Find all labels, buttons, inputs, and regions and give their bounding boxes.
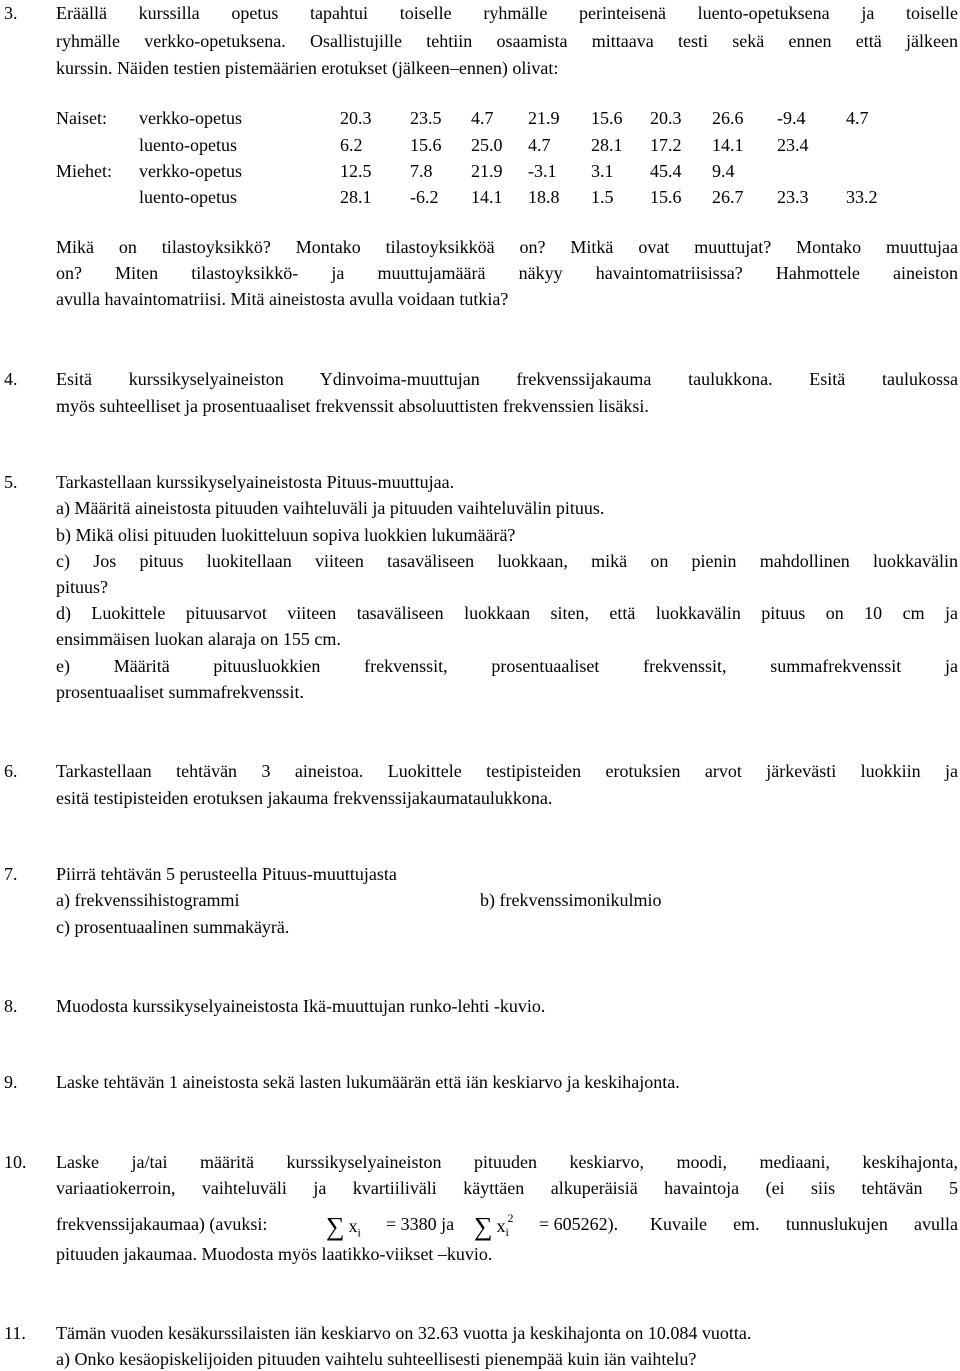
task-5-line-1: Tarkastellaan kurssikyselyaineistosta Pituus-muuttujaa. (56, 472, 455, 492)
task-10-sum-2 (474, 1211, 516, 1241)
task-10-sum-1-value: = 3380 ja (386, 1214, 455, 1234)
task-5-line-c: c) Jos pituus luokitellaan viiteen tasaväliseen luokkaan, mikä on pienin mahdollinen luokkavälin (56, 551, 958, 571)
sigma-symbol-1: ∑ (326, 1212, 345, 1241)
exponent-2: 2 (507, 1211, 514, 1225)
table-cell: 3.1 (591, 161, 614, 181)
table-cell: -3.1 (528, 161, 557, 181)
task-11-line-1: Tämän vuoden kesäkurssilaisten iän keskiarvo on 32.63 vuotta ja keskihajonta on 10.084 vuotta. (56, 1323, 752, 1343)
table-cell: 15.6 (591, 108, 623, 128)
table-row-label: luento-opetus (139, 187, 237, 207)
task-11-line-2: a) Onko kesäopiskelijoiden pituuden vaihtelu suhteellisesti pienempää kuin iän vaihtelu? (56, 1349, 697, 1369)
table-cell: 45.4 (650, 161, 682, 181)
task-4-number: 4. (4, 369, 18, 389)
table-cell: 6.2 (340, 135, 363, 155)
table-cell: 26.7 (712, 187, 744, 207)
task-5-number: 5. (4, 472, 18, 492)
variable-x-2: x (496, 1216, 506, 1236)
table-group-label: Miehet: (56, 161, 112, 181)
table-cell: 28.1 (591, 135, 623, 155)
table-cell: 25.0 (471, 135, 503, 155)
table-cell: 17.2 (650, 135, 682, 155)
table-cell: 15.6 (410, 135, 442, 155)
task-10-line-2: variaatiokerroin, vaihteluväli ja kvartiiliväli käyttäen alkuperäisiä havaintoja (ei siis tehtävän 5 (56, 1178, 958, 1198)
table-row-label: verkko-opetus (139, 108, 242, 128)
task-5-line-d2: ensimmäisen luokan alaraja on 155 cm. (56, 629, 341, 649)
task-3-question-1: Mikä on tilastoyksikkö? Montako tilastoyksikköä on? Mitkä ovat muuttujat? Montako muuttujaa (56, 237, 958, 257)
variable-x-1: x (348, 1216, 358, 1236)
task-5-line-e: e) Määritä pituusluokkien frekvenssit, prosentuaaliset frekvenssit, summafrekvenssit ja (56, 656, 958, 676)
table-cell: 21.9 (471, 161, 503, 181)
task-7-intro: Piirrä tehtävän 5 perusteella Pituus-muuttujasta (56, 864, 397, 884)
table-row-label: verkko-opetus (139, 161, 242, 181)
task-5-line-a: a) Määritä aineistosta pituuden vaihteluväli ja pituuden vaihteluvälin pituus. (56, 498, 605, 518)
sigma-symbol-2: ∑ (474, 1212, 493, 1241)
index-stack (505, 1211, 516, 1239)
task-7-b: b) frekvenssimonikulmio (480, 890, 662, 910)
task-3-number: 3. (4, 3, 18, 23)
table-cell: 14.1 (471, 187, 503, 207)
task-4-line-1: Esitä kurssikyselyaineiston Ydinvoima-muuttujan frekvenssijakauma taulukkona. Esitä taulukossa (56, 369, 958, 389)
task-11-number: 11. (4, 1323, 26, 1343)
task-6-line-1: Tarkastellaan tehtävän 3 aineistoa. Luokittele testipisteiden erotuksien arvot järkevästi luokkiin ja (56, 761, 958, 781)
task-10-line-3-post: Kuvaile em. tunnuslukujen avulla (650, 1214, 958, 1234)
table-cell: 23.5 (410, 108, 442, 128)
table-cell: 18.8 (528, 187, 560, 207)
task-10-line-4: pituuden jakaumaa. Muodosta myös laatikko-viikset –kuvio. (56, 1244, 493, 1264)
table-cell: 4.7 (528, 135, 551, 155)
table-cell: 4.7 (471, 108, 494, 128)
table-cell: 26.6 (712, 108, 744, 128)
table-cell: 21.9 (528, 108, 560, 128)
task-7-a: a) frekvenssihistogrammi (56, 890, 240, 910)
task-3-intro-3: kurssin. Näiden testien pistemäärien erotukset (jälkeen–ennen) olivat: (56, 58, 559, 78)
table-cell: 33.2 (846, 187, 878, 207)
index-i-1: i (357, 1225, 361, 1240)
table-cell: 1.5 (591, 187, 614, 207)
task-5-line-b: b) Mikä olisi pituuden luokitteluun sopiva luokkien lukumäärä? (56, 525, 516, 545)
task-8-number: 8. (4, 996, 18, 1016)
task-3-intro-1: Eräällä kurssilla opetus tapahtui toiselle ryhmälle perinteisenä luento-opetuksena ja toiselle (56, 3, 958, 23)
task-10-sum-2-value: = 605262). (539, 1214, 619, 1234)
table-cell: 15.6 (650, 187, 682, 207)
task-9-line: Laske tehtävän 1 aineistosta sekä lasten lukumäärän että iän keskiarvo ja keskihajonta. (56, 1072, 680, 1092)
table-cell: -9.4 (777, 108, 806, 128)
task-4-line-2: myös suhteelliset ja prosentuaaliset frekvenssit absoluuttisten frekvenssien lisäksi. (56, 396, 649, 416)
task-10-line-1: Laske ja/tai määritä kurssikyselyaineiston pituuden keskiarvo, moodi, mediaani, keskihajonta, (56, 1152, 958, 1172)
task-6-line-2: esitä testipisteiden erotuksen jakauma frekvenssijakaumataulukkona. (56, 788, 553, 808)
table-cell: 23.3 (777, 187, 809, 207)
task-10-line-3-pre: frekvenssijakaumaa) (avuksi: (56, 1214, 268, 1234)
table-cell: 7.8 (410, 161, 433, 181)
table-cell: 23.4 (777, 135, 809, 155)
table-row-label: luento-opetus (139, 135, 237, 155)
task-5-line-e2: prosentuaaliset summafrekvenssit. (56, 682, 304, 702)
table-group-label: Naiset: (56, 108, 107, 128)
task-7-c: c) prosentuaalinen summakäyrä. (56, 917, 290, 937)
table-cell: 12.5 (340, 161, 372, 181)
task-3-question-2: on? Miten tilastoyksikkö- ja muuttujamäärä näkyy havaintomatriisissa? Hahmottele aineiston (56, 263, 958, 283)
table-cell: 4.7 (846, 108, 869, 128)
index-i-2: i (505, 1225, 509, 1239)
task-3-intro-2: ryhmälle verkko-opetuksena. Osallistujille tehtiin osaamista mittaava testi sekä ennen että jälkeen (56, 31, 958, 51)
task-9-number: 9. (4, 1072, 18, 1092)
task-6-number: 6. (4, 761, 18, 781)
table-cell: -6.2 (410, 187, 439, 207)
table-cell: 28.1 (340, 187, 372, 207)
task-3-question-3: avulla havaintomatriisi. Mitä aineistosta avulla voidaan tutkia? (56, 289, 509, 309)
task-10-number: 10. (4, 1152, 27, 1172)
table-cell: 14.1 (712, 135, 744, 155)
table-cell: 20.3 (340, 108, 372, 128)
table-cell: 9.4 (712, 161, 735, 181)
task-5-line-c2: pituus? (56, 577, 108, 597)
table-cell: 20.3 (650, 108, 682, 128)
task-5-line-d: d) Luokittele pituusarvot viiteen tasaväliseen luokkaan siten, että luokkavälin pituus on 10 cm ja (56, 603, 958, 623)
task-10-sum-1 (326, 1213, 361, 1244)
task-7-number: 7. (4, 864, 18, 884)
task-8-line: Muodosta kurssikyselyaineistosta Ikä-muuttujan runko-lehti -kuvio. (56, 996, 546, 1016)
